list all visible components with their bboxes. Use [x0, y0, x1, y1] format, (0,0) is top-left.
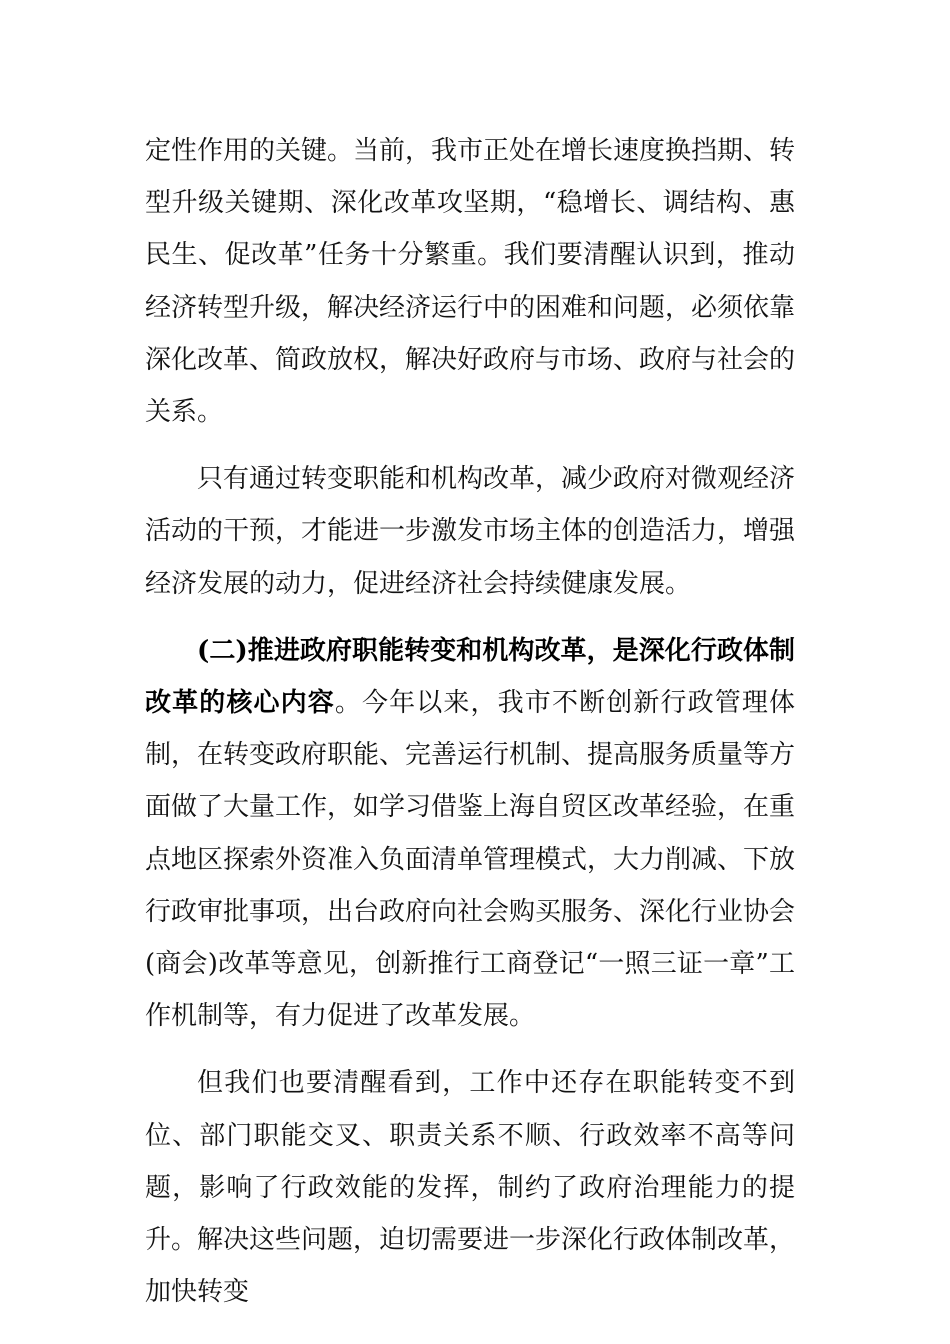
section-heading-two: (二)推进政府职能转变和机构改革，是深化行政体制改革的核心内容	[145, 635, 795, 719]
paragraph-continuation: 定性作用的关键。当前，我市正处在增长速度换挡期、转型升级关键期、深化改革攻坚期，“稳增长、调结构、惠民生、促改革”任务十分繁重。我们要清醒认识到，推动经济转型升级，解决经济运行中的困难和问题，必须依靠深化改革、简政放权，解决好政府与市场、政府与社会的关系。	[145, 136, 796, 428]
paragraph-function-transformation: 只有通过转变职能和机构改革，减少政府对微观经济活动的干预，才能进一步激发市场主体的创造活力，增强经济发展的动力，促进经济社会持续健康发展。	[145, 464, 796, 599]
document-body	[145, 125, 795, 1333]
paragraph-problems: 但我们也要清醒看到，工作中还存在职能转变不到位、部门职能交叉、职责关系不顺、行政效率不高等问题，影响了行政效能的发挥，制约了政府治理能力的提升。解决这些问题，迫切需要进一步深化行政体制改革，加快转变	[145, 1068, 796, 1308]
section-two-body: 。今年以来，我市不断创新行政管理体制，在转变政府职能、完善运行机制、提高服务质量等方面做了大量工作，如学习借鉴上海自贸区改革经验，在重点地区探索外资准入负面清单管理模式，大力削减、下放行政审批事项，出台政府向社会购买服务、深化行业协会(商会)改革等意见，创新推行工商登记“一照三证一章”工作机制等，有力促进了改革发展。	[145, 688, 796, 1032]
paragraph-section-two	[145, 625, 795, 1043]
